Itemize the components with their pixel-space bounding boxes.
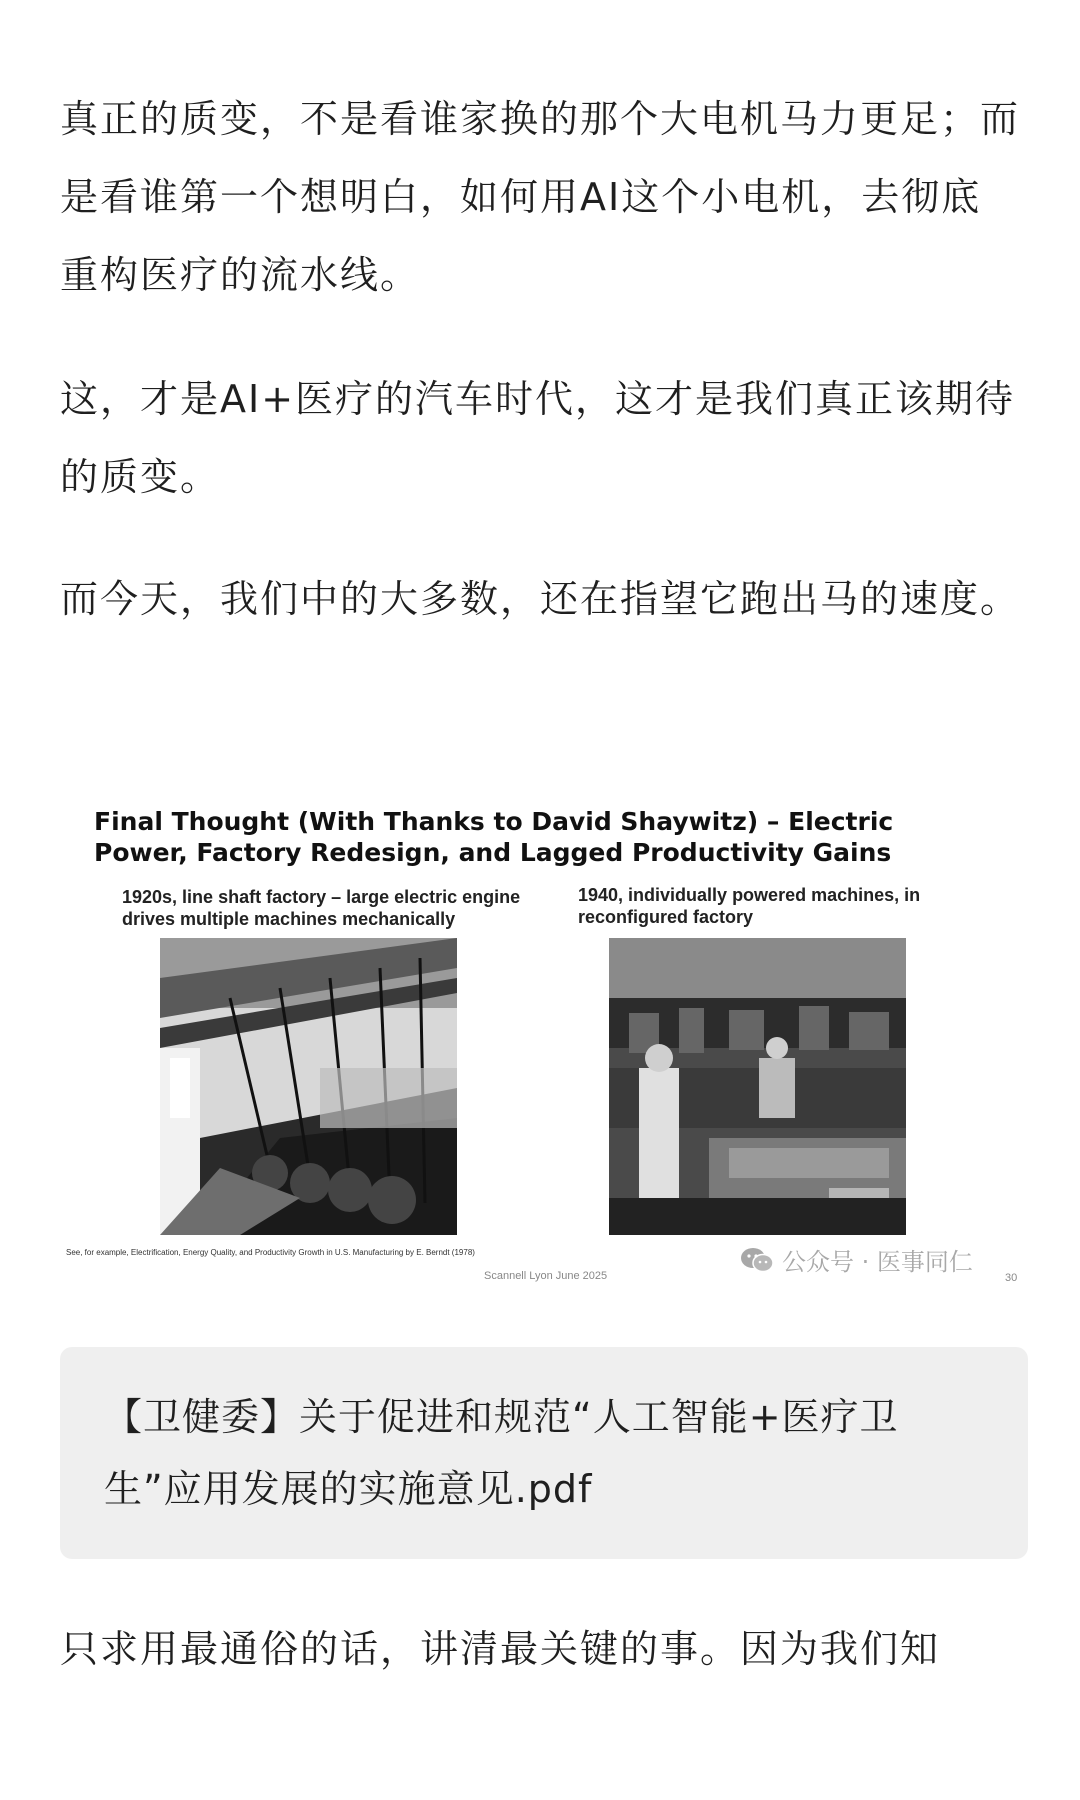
slide-title: Final Thought (With Thanks to David Shaywitz) – Electric Power, Factory Redesign, and Lagged Productivity Gains [94,807,894,867]
article-paragraph-1: 真正的质变，不是看谁家换的那个大电机马力更足；而是看谁第一个想明白，如何用AI这个小电机，去彻底重构医疗的流水线。 [60,97,1021,297]
wechat-icon [740,1247,774,1273]
article-paragraph-4: 只求用最通俗的话，讲清最关键的事。因为我们知 [60,1627,941,1671]
line-shaft-factory-photo [160,938,457,1235]
slide-page-number: 30 [1005,1272,1018,1284]
watermark [740,1242,973,1277]
slide-image[interactable] [60,790,1020,1310]
individually-powered-machines-photo [609,938,906,1235]
right-photo-caption: 1940, individually powered machines, in reconfigured factory [578,885,921,927]
pdf-file-name[interactable]: 【卫健委】关于促进和规范“人工智能+医疗卫生”应用发展的实施意见.pdf [104,1395,899,1511]
watermark-text: 公众号 · 医事同仁 [782,1248,973,1276]
pdf-file-card[interactable] [60,1347,1028,1559]
left-photo-caption: 1920s, line shaft factory – large electric engine drives multiple machines mechanically [122,887,521,929]
slide-footnote: See, for example, Electrification, Energy Quality, and Productivity Growth in U.S. Manufacturing by E. Berndt (1978) [66,1248,475,1257]
article-paragraph-2: 这，才是AI+医疗的汽车时代，这才是我们真正该期待的质变。 [60,377,1016,499]
article-paragraph-3: 而今天，我们中的大多数，还在指望它跑出马的速度。 [60,577,1021,621]
slide-credit: Scannell Lyon June 2025 [484,1270,608,1282]
